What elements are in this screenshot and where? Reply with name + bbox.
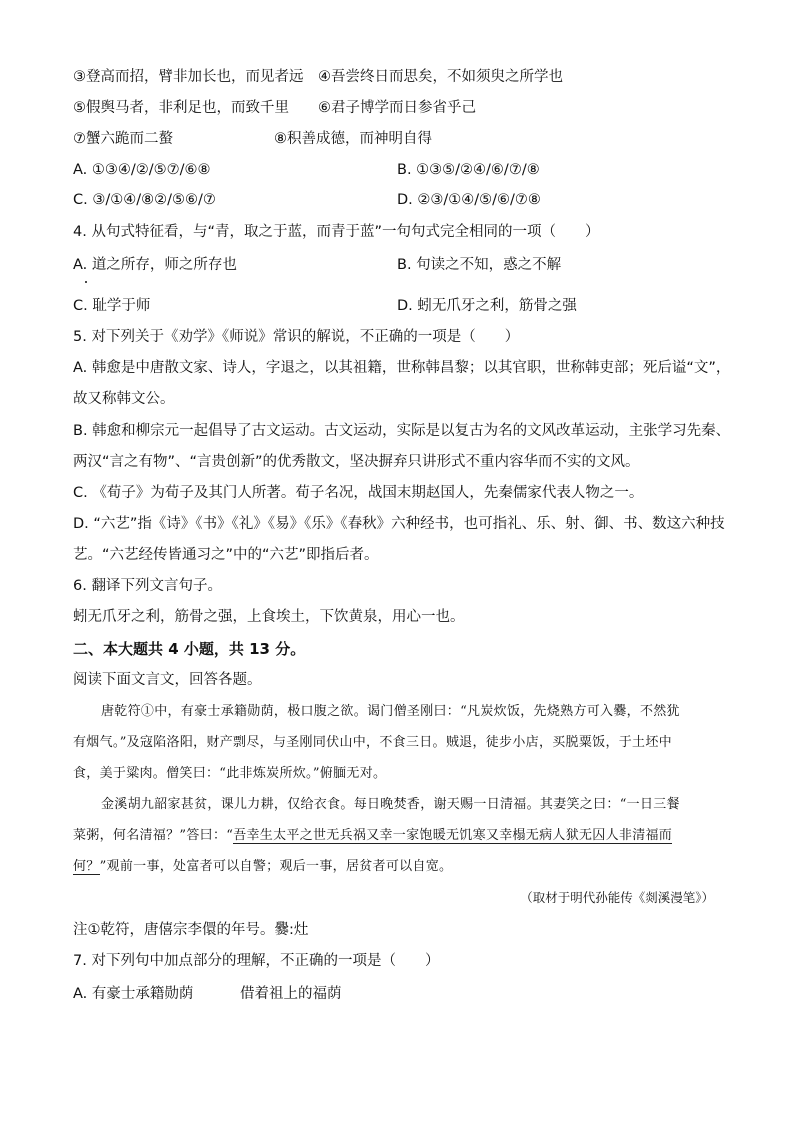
q7-option-a-gloss: 借着祖上的福荫	[240, 986, 342, 1002]
passage-text: ”观前一事，处富者可以自警；观后一事，居贫者可以自宽。	[99, 859, 453, 874]
option-b: B. ①③⑤/②④/⑥/⑦/⑧	[397, 162, 540, 178]
option-c: C. ③/①④/⑧②/⑤⑥/⑦	[73, 192, 216, 208]
q5-option-d-line-1: D. “六艺”指《诗》《书》《礼》《易》《乐》《春秋》六种经书，也可指礼、乐、射、御、书、数这六种技	[73, 516, 725, 532]
emphasis-dot	[85, 281, 87, 283]
q4-option-d: D. 蚓无爪牙之利，筋骨之强	[397, 298, 577, 314]
passage-p1-line-2: 有烟气。”及寇陷洛阳，财产剽尽，与圣刚同伏山中，不食三日。贼退，徒步小店，买脱粟饭，于土坯中	[73, 735, 672, 750]
question-6-stem: 6. 翻译下列文言句子。	[73, 578, 222, 594]
passage-text: 菜粥，何名清福？”答曰：“	[73, 828, 234, 843]
passage-p1-line-1: 唐乾符①中，有豪士承籍勋荫，极口腹之欲。谒门僧圣刚曰：“凡炭炊饭，先烧熟方可入爨，不然犹	[101, 704, 680, 719]
q4-option-b: B. 句读之不知，惑之不解	[397, 257, 562, 273]
question-4-stem: 4. 从句式特征看，与“青，取之于蓝，而青于蓝”一句句式完全相同的一项（ ）	[73, 224, 600, 240]
underlined-sentence: 吾幸生太平之世无兵祸又幸一家饱暖无饥寒又幸榻无病人狱无囚人非清福而	[233, 828, 673, 843]
statements-line-2: ⑤假舆马者，非利足也，而致千里 ⑥君子博学而日参省乎己	[73, 100, 476, 116]
q5-option-a-line-1: A. 韩愈是中唐散文家、诗人，字退之，以其祖籍，世称韩昌黎；以其官职，世称韩吏部；死后谥“文”，	[73, 360, 731, 376]
q5-option-b-line-1: B. 韩愈和柳宗元一起倡导了古文运动。古文运动，实际是以复古为名的文风改革运动，主张学习先秦、	[73, 423, 731, 439]
q4-option-a: A. 道之所存，师之所存也	[73, 257, 237, 273]
q5-option-b-line-2: 两汉“言之有物”、“言贵创新”的优秀散文，坚决摒弃只讲形式不重内容华而不实的文风。	[73, 454, 640, 470]
passage-source: （取材于明代孙能传《剡溪漫笔》）	[520, 890, 714, 905]
statements-line-3b: ⑧积善成德，而神明自得	[274, 131, 432, 147]
option-d: D. ②③/①④/⑤/⑥/⑦⑧	[397, 192, 541, 208]
q5-option-a-line-2: 故又称韩文公。	[73, 391, 175, 407]
passage-p2-line-3	[73, 857, 452, 877]
question-6-sentence: 蚓无爪牙之利，筋骨之强，上食埃土，下饮黄泉，用心一也。	[73, 609, 465, 625]
section-heading: 二、本大题共 4 小题，共 13 分。	[73, 640, 306, 658]
statements-line-1: ③登高而招，臂非加长也，而见者远 ④吾尝终日而思矣，不如须臾之所学也	[73, 69, 563, 85]
q5-option-d-line-2: 艺。“六艺经传皆通习之”中的“六艺”即指后者。	[73, 547, 379, 563]
question-7-stem: 7. 对下列句中加点部分的理解，不正确的一项是（ ）	[73, 953, 440, 969]
q4-option-c: C. 耻学于师	[73, 298, 151, 314]
section-instruction: 阅读下面文言文，回答各题。	[73, 672, 262, 688]
passage-p2-line-1: 金溪胡九韶家甚贫，课儿力耕，仅给衣食。每日晚焚香，谢天赐一日清福。其妻笑之曰：“一日三餐	[101, 797, 680, 812]
passage-p2-line-2	[73, 826, 672, 846]
footnote: 注①乾符，唐僖宗李儇的年号。爨:灶	[73, 922, 309, 938]
q5-option-c: C. 《荀子》为荀子及其门人所著。荀子名况，战国末期赵国人，先秦儒家代表人物之一。	[73, 485, 644, 501]
passage-p1-line-3: 食，美于粱肉。僧笑曰：“此非炼炭所炊。”俯腼无对。	[73, 766, 387, 781]
option-a: A. ①③④/②/⑤⑦/⑥⑧	[73, 162, 211, 178]
underlined-sentence-end: 何？	[73, 859, 100, 874]
q7-option-a: A. 有豪士承籍勋荫	[73, 986, 194, 1002]
question-5-stem: 5. 对下列关于《劝学》《师说》常识的解说，不正确的一项是（ ）	[73, 329, 520, 345]
statements-line-3a: ⑦蟹六跪而二螯	[73, 131, 173, 147]
